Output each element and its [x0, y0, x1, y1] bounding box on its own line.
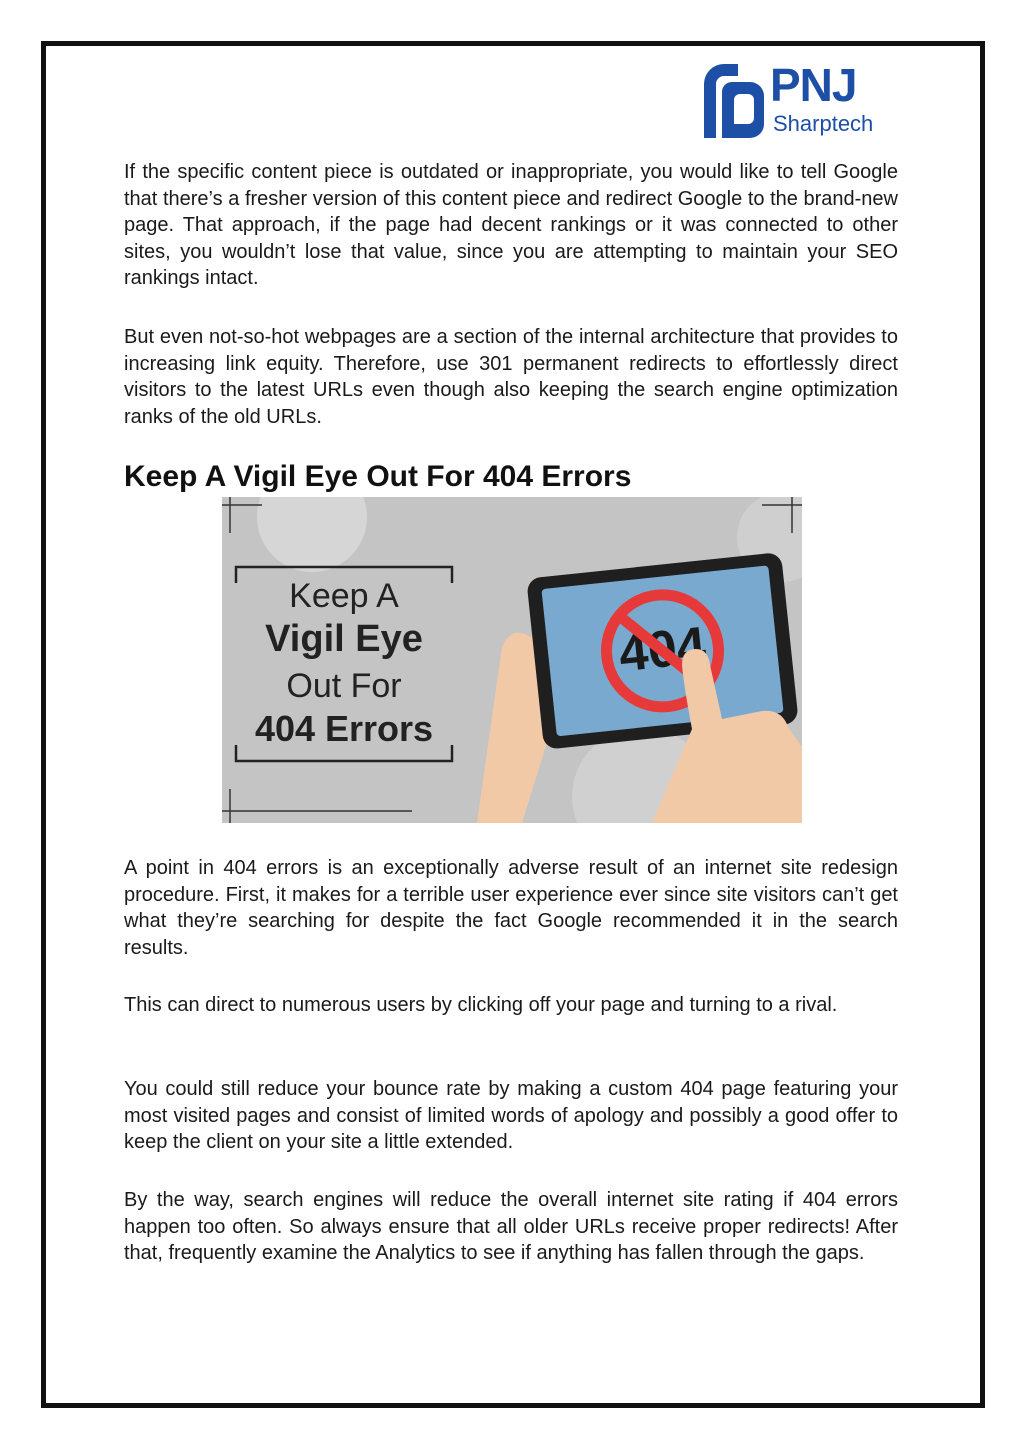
paragraph-2: But even not-so-hot webpages are a section of the internal architecture that provides to increasing link equity. Therefore, use 301 permanent redirects to effortlessly direct visitors to the latest URLs even though also keeping the search engine optimization ranks of the old URLs.: [124, 326, 898, 428]
hero-illustration: [222, 497, 802, 823]
section-heading: Keep A Vigil Eye Out For 404 Errors: [124, 460, 632, 493]
hero-line-2: Vigil Eye: [265, 618, 423, 660]
hero-line-4: 404 Errors: [254, 708, 434, 749]
paragraph-1: If the specific content piece is outdated or inappropriate, you would like to tell Google that there’s a fresher version of this content piece and redirect Google to the brand-new page. That approach, if the page had decent rankings or it was connected to other sites, you wouldn’t lose that value, since you are attempting to maintain your SEO rankings intact.: [124, 161, 898, 290]
paragraph-6: By the way, search engines will reduce the overall internet site rating if 404 errors happen too often. So always ensure that all older URLs receive proper redirects! After that, frequently examine the Analytics to see if anything has fallen through the gaps.: [124, 1189, 898, 1265]
paragraph-5: You could still reduce your bounce rate by making a custom 404 page featuring your most visited pages and consist of limited words of apology and possibly a good offer to keep the client on your site a little extended.: [124, 1078, 898, 1154]
hero-line-1: Keep A: [289, 577, 399, 615]
hero-line-3: Out For: [286, 667, 402, 705]
paragraph-3: A point in 404 errors is an exceptionally adverse result of an internet site redesign procedure. First, it makes for a terrible user experience ever since site visitors can’t get what they’re searching for despite the fact Google recommended it in the search results.: [124, 857, 898, 959]
paragraph-4: This can direct to numerous users by clicking off your page and turning to a rival.: [124, 994, 838, 1016]
brand-name: PNJ: [770, 59, 857, 111]
brand-tagline: Sharptech: [773, 111, 874, 136]
